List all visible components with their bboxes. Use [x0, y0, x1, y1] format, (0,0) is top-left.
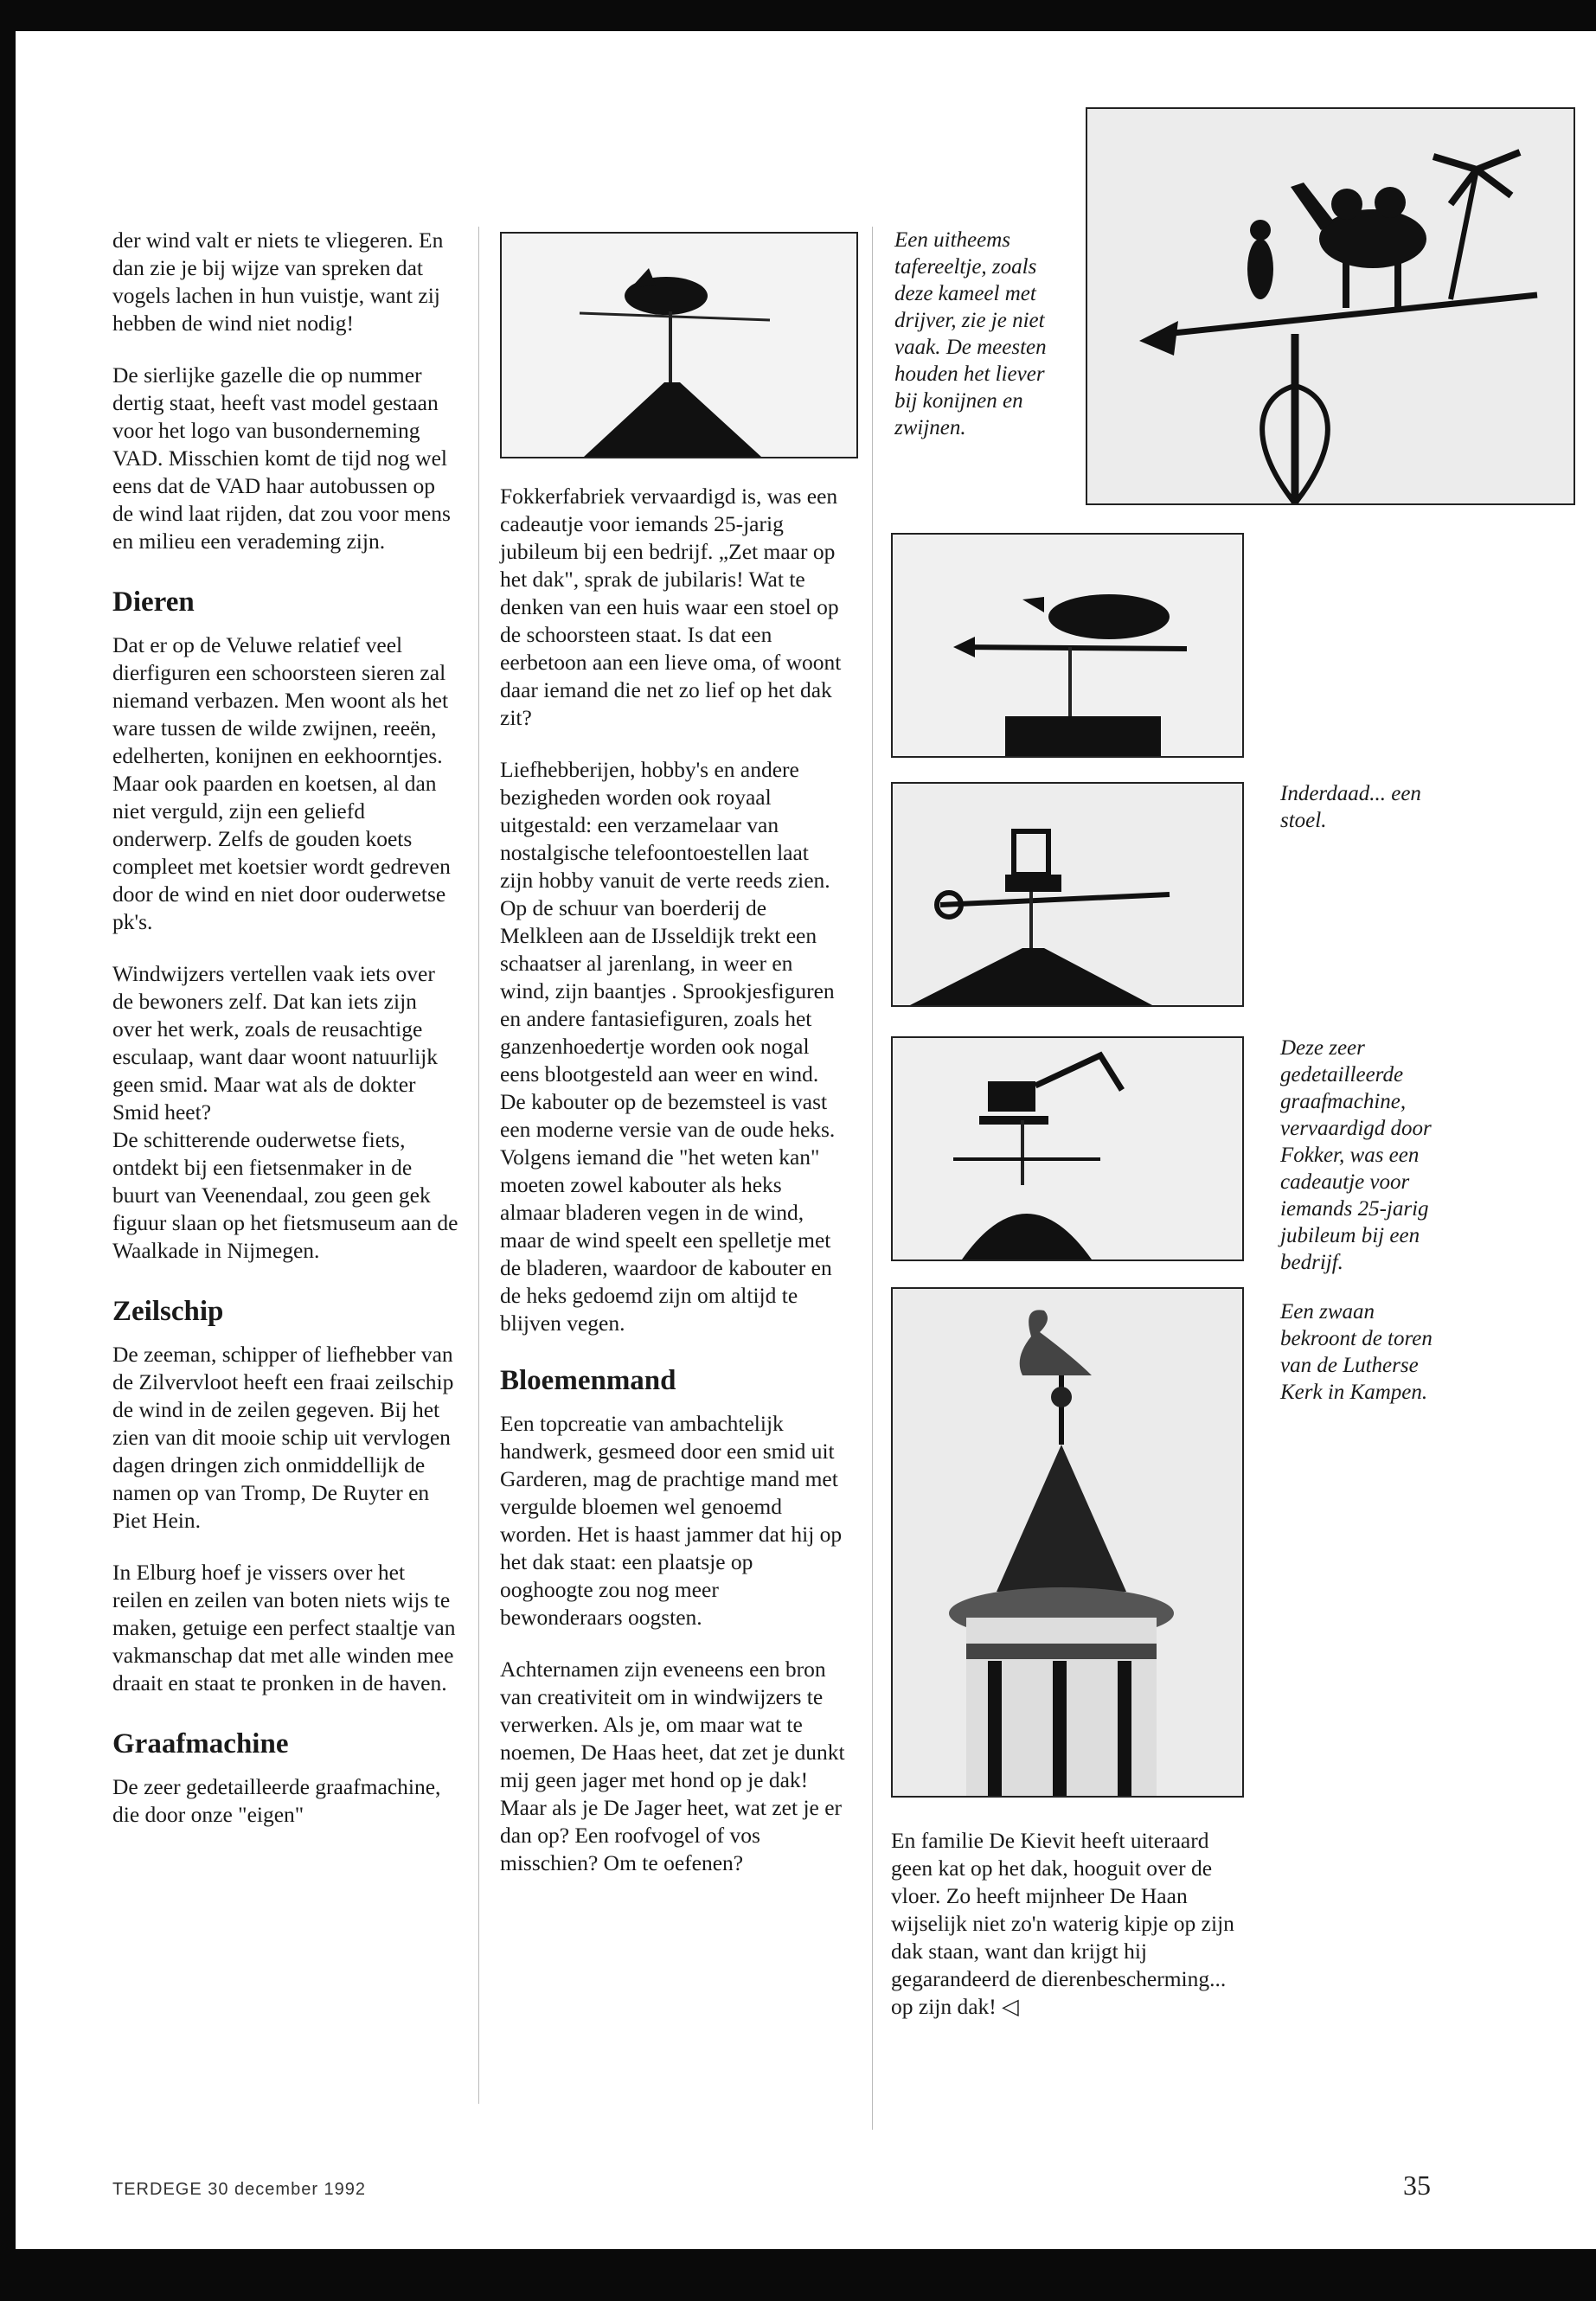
article-column-2 [500, 483, 846, 1901]
photo-digger-weathervane [891, 1036, 1244, 1261]
photo-boar-weathervane [891, 533, 1244, 758]
column-rule [872, 227, 873, 2130]
caption-camel [894, 227, 1059, 464]
paragraph: Achternamen zijn eveneens een bron van creativiteit om in windwijzers te verwerken. Als je, om maar wat te noemen, De Haas heet, dat zet je dunkt mij geen jager met hond op je dak! Maar als je De Jager heet, wat zet je er dan op? Een roofvogel of vos misschien? Om te oefenen? [500, 1657, 845, 1875]
paragraph: Dat er op de Veluwe relatief veel dierfiguren een schoorsteen sieren zal niemand verbazen. Men woont als het ware tussen de wilde zwijnen, reeën, edelherten, konijnen en eekhoorntjes. Maar ook paarden en koetsen, al dan niet verguld, zijn een geliefd onderwerp. Zelfs de gouden koets compleet met koetsier wordt gedreven door de wind en niet door ouderwetse pk's. [112, 632, 451, 934]
paragraph: Een topcreatie van ambachtelijk handwerk, gesmeed door een smid uit Garderen, mag de prachtige mand met vergulde bloemen wel genoemd worden. Het is haast jammer dat hij op het dak staat: een plaatsje op ooghoogte zou nog meer bewonderaars oogsten. [500, 1411, 843, 1630]
paragraph: In Elburg hoef je vissers over het reilen en zeilen van boten niets wijs te maken, getuige een perfect staaltje van vakmanschap dat met alle winden mee draait en staat te pronken in de haven. [112, 1560, 456, 1695]
photo-hare-weathervane [500, 232, 858, 458]
column-rule [478, 227, 479, 2104]
paragraph: De zeer gedetailleerde graafmachine, die door onze "eigen" [112, 1774, 441, 1827]
paragraph: der wind valt er niets te vliegeren. En dan zie je bij wijze van spreken dat vogels lachen in hun vuistje, want zij hebben de wind niet nodig! [112, 228, 444, 336]
heading-zeilschip: Zeilschip [112, 1296, 224, 1327]
paragraph: Fokkerfabriek vervaardigd is, was een cadeautje voor iemands 25-jarig jubileum bij een bedrijf. „Zet maar op het dak", sprak de jubilaris! Wat te denken van een huis waar een stoel op de schoorsteen staat. Is dat een eerbetoon aan een lieve oma, of woont daar iemand die net zo lief op het dak zit? [500, 484, 842, 730]
caption-swan: Een zwaan bekroont de toren van de Lutherse Kerk in Kampen. [1280, 1300, 1433, 1404]
footer-publication: TERDEGE 30 december 1992 [112, 2180, 367, 2199]
photo-camel-weathervane [1086, 107, 1575, 505]
heading-dieren: Dieren [112, 586, 195, 618]
page-number: 35 [1403, 2170, 1431, 2201]
left-border [0, 0, 16, 2301]
paragraph: Windwijzers vertellen vaak iets over de bewoners zelf. Dat kan iets zijn over het werk, zoals de reusachtige esculaap, want daar woont natuurlijk geen smid. Maar wat als de dokter Smid heet? [112, 961, 439, 1125]
caption-text: Deze zeer gedetailleerde graafmachine, vervaardigd door Fokker, was een cadeautje voor iemands 25-jarig jubileum bij een bedrijf. [1280, 1036, 1432, 1274]
photo-swan-tower [891, 1287, 1244, 1798]
heading-bloemenmand: Bloemenmand [500, 1365, 676, 1396]
caption-chair [1280, 780, 1462, 856]
paragraph: De zeeman, schipper of liefhebber van de Zilvervloot heeft een fraai zeilschip de wind in de zeilen gegeven. Bij het zien van dit mooie schip uit vervlogen dagen dringen zich onmiddellijk de namen op van Tromp, De Ruyter en Piet Hein. [112, 1342, 454, 1533]
caption-digger [1280, 1035, 1453, 1428]
article-column-1 [112, 227, 458, 1853]
article-column-3 [891, 1827, 1239, 2045]
caption-text: Inderdaad... een stoel. [1280, 782, 1421, 832]
photo-chair-weathervane [891, 782, 1244, 1007]
heading-graafmachine: Graafmachine [112, 1728, 289, 1759]
caption-text: Een uitheems tafereeltje, zoals deze kameel met drijver, zie je niet vaak. De meesten houden het liever bij konijnen en zwijnen. [894, 228, 1047, 439]
top-border [0, 0, 1596, 31]
paragraph: De sierlijke gazelle die op nummer dertig staat, heeft vast model gestaan voor het logo van busonderneming VAD. Misschien komt de tijd nog wel eens dat de VAD haar autobussen op de wind laat rijden, dat zou voor mens en milieu een verademing zijn. [112, 362, 451, 554]
paragraph: Liefhebberijen, hobby's en andere bezigheden worden ook royaal uitgestald: een verzamelaar van nostalgische telefoontoestellen laat zijn hobby vanuit de verte reeds zien. Op de schuur van boerderij de Melkleen aan de IJsseldijk trekt een schaatser al jarenlang, in weer en wind, zijn baantjes . Sprookjesfiguren en andere fantasiefiguren, zoals het ganzenhoedertje worden ook nogal eens blootgesteld aan weer en wind. De kabouter op de bezemsteel is vast een moderne versie van de oude heks. Volgens iemand die "het weten kan" moeten zowel kabouter als heks almaar bladeren vegen in de wind, maar de wind speelt een spelletje met de bladeren, waardoor de kabouter en de heks gedoemd zijn om altijd te blijven vegen. [500, 757, 836, 1336]
paragraph: En familie De Kievit heeft uiteraard geen kat op het dak, hooguit over de vloer. Zo heeft mijnheer De Haan wijselijk niet zo'n waterig kipje op zijn dak staan, want dan krijgt hij gegarandeerd de dierenbescherming... op zijn dak! ◁ [891, 1828, 1234, 2019]
paragraph: De schitterende ouderwetse fiets, ontdekt bij een fietsenmaker in de buurt van Veenendaal, zou geen gek figuur slaan op het fietsmuseum aan de Waalkade in Nijmegen. [112, 1127, 458, 1263]
bottom-border [0, 2249, 1596, 2301]
